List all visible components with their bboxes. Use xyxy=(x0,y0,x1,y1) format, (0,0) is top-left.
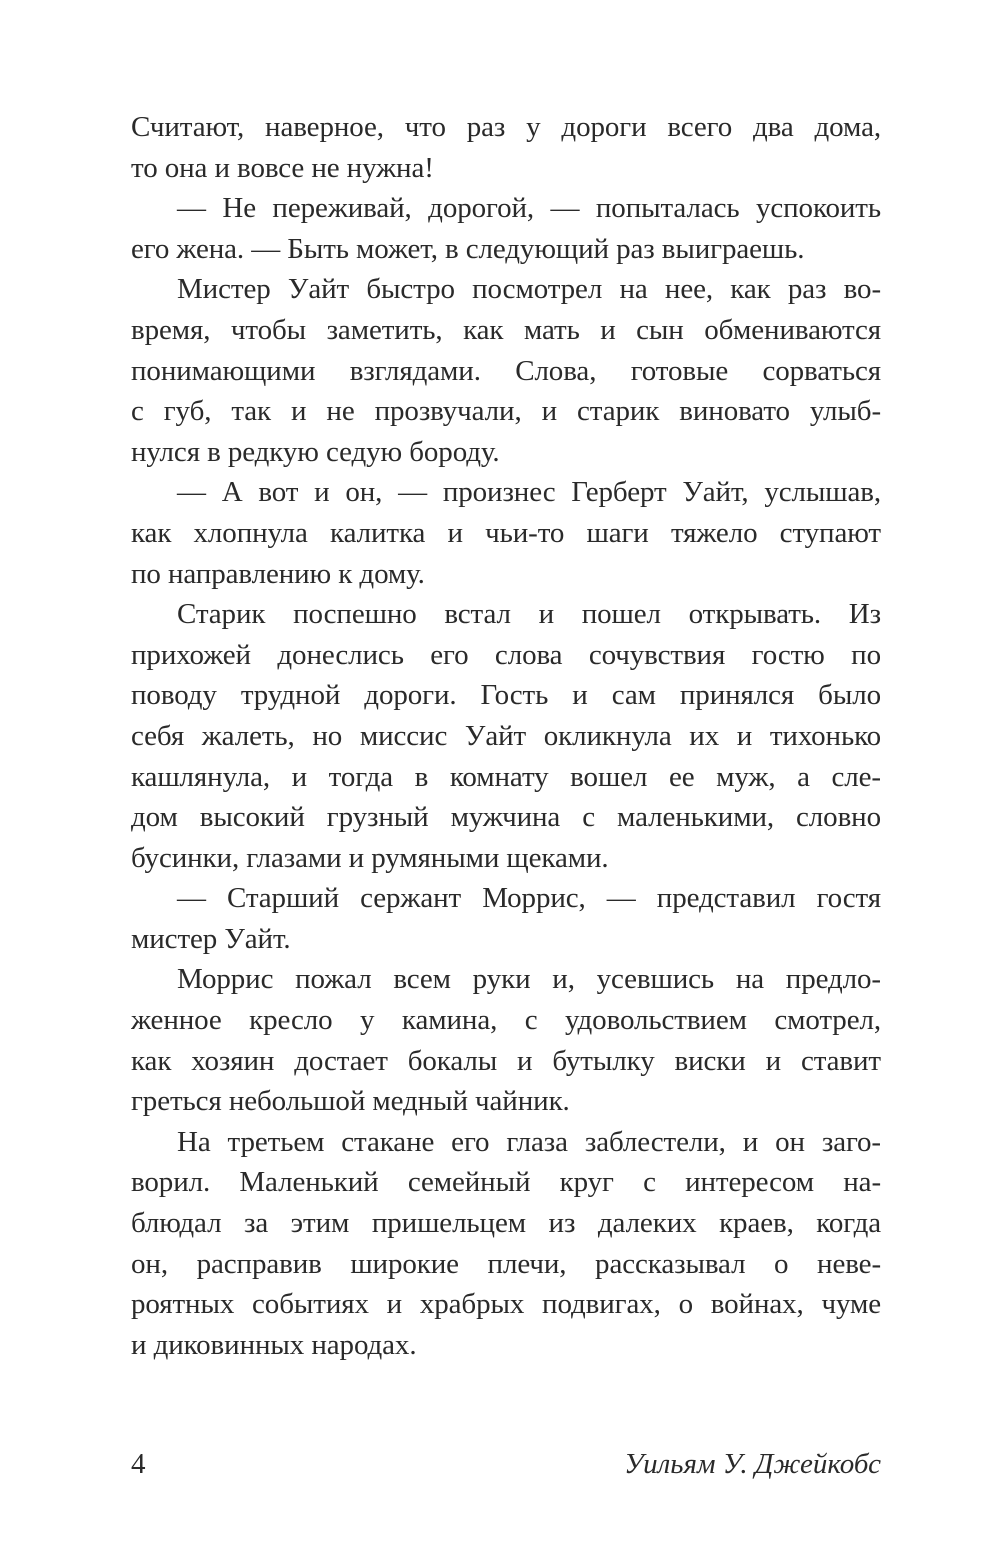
text-line: его жена. — Быть может, в следующий раз выиграешь. xyxy=(131,232,805,265)
text-line: по направлению к дому. xyxy=(131,557,425,590)
text-line: — Не переживай, дорогой, — попыталась успокоить xyxy=(177,192,881,225)
text-line: блюдал за этим пришельцем из далеких краев, когда xyxy=(131,1207,881,1240)
text-line: ворил. Маленький семейный круг с интересом на- xyxy=(131,1166,881,1199)
text-line: — А вот и он, — произнес Герберт Уайт, услышав, xyxy=(177,476,881,509)
text-line: нулся в редкую седую бороду. xyxy=(131,435,500,468)
text-line: как хлопнула калитка и чьи-то шаги тяжело ступают xyxy=(131,516,881,549)
text-line: Старик поспешно встал и пошел открывать. Из xyxy=(177,598,881,631)
page-number: 4 xyxy=(131,1448,146,1480)
text-line: женное кресло у камина, с удовольствием смотрел, xyxy=(131,1004,881,1037)
text-line: кашлянула, и тогда в комнату вошел ее муж, а сле- xyxy=(131,760,881,793)
text-line: себя жалеть, но миссис Уайт окликнула их и тихонько xyxy=(131,719,881,752)
text-line: дом высокий грузный мужчина с маленькими, словно xyxy=(131,801,881,834)
text-line: На третьем стакане его глаза заблестели, и он заго- xyxy=(177,1125,881,1158)
text-line: он, расправив широкие плечи, рассказывал о неве- xyxy=(131,1247,881,1280)
text-line: греться небольшой медный чайник. xyxy=(131,1085,570,1118)
text-line: как хозяин достает бокалы и бутылку виски и ставит xyxy=(131,1044,881,1077)
text-line: — Старший сержант Моррис, — представил гостя xyxy=(177,882,881,915)
text-line: с губ, так и не прозвучали, и старик виновато улыб- xyxy=(131,395,881,428)
text-line: понимающими взглядами. Слова, готовые сорваться xyxy=(131,354,881,387)
running-footer-author: Уильям У. Джейкобс xyxy=(624,1448,881,1480)
text-line: роятных событиях и храбрых подвигах, о войнах, чуме xyxy=(131,1288,881,1321)
page-body xyxy=(131,107,881,1365)
text-line: и диковинных народах. xyxy=(131,1328,417,1361)
text-line: прихожей донеслись его слова сочувствия гостю по xyxy=(131,638,881,671)
text-line: мистер Уайт. xyxy=(131,922,291,955)
text-line: Считают, наверное, что раз у дороги всего два дома, xyxy=(131,111,881,143)
text-line: бусинки, глазами и румяными щеками. xyxy=(131,841,609,874)
text-line: время, чтобы заметить, как мать и сын обмениваются xyxy=(131,313,881,346)
text-line: то она и вовсе не нужна! xyxy=(131,151,434,184)
text-line: поводу трудной дороги. Гость и сам принялся было xyxy=(131,679,881,712)
text-line: Мистер Уайт быстро посмотрел на нее, как раз во- xyxy=(177,273,881,306)
text-line: Моррис пожал всем руки и, усевшись на предло- xyxy=(177,963,881,996)
